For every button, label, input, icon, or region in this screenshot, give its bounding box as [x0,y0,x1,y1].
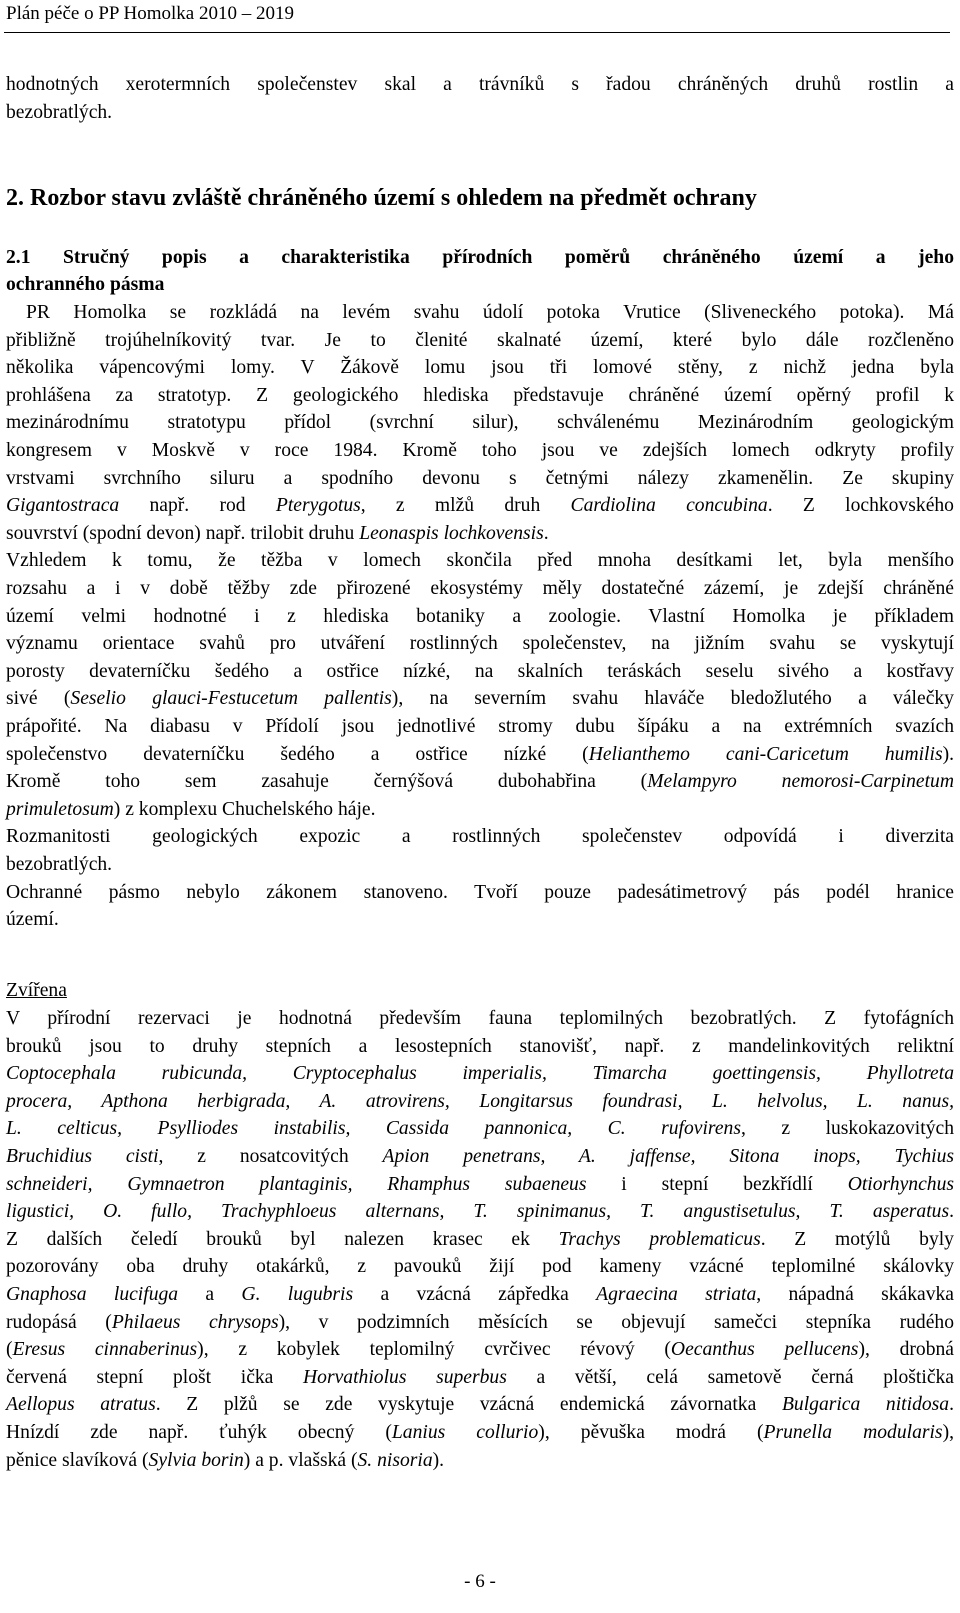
body-text-line: ligustici, O. fullo, Trachyphloeus alternans, T. spinimanus, T. angustisetulus, T. asperatus. [6,1201,954,1223]
body-text-line: prohlášena za stratotyp. Z geologického hlediska představuje chráněné území opěrný profil k [6,384,954,406]
body-text-line: porosty devaterníčku šedého a ostřice nízké, na skalních teráskách seselu sivého a kostřavy [6,660,954,682]
subsection-heading: 2.1 Stručný popis a charakteristika přírodních poměrů chráněného území a jeho [6,247,954,268]
body-text-line: vrstvami svrchního siluru a spodního devonu s četnými nálezy zkamenělin. Ze skupiny [6,467,954,489]
body-text-line: Coptocephala rubicunda, Cryptocephalus imperialis, Timarcha goettingensis, Phyllotreta [6,1063,954,1085]
body-text-line: V přírodní rezervaci je hodnotná především fauna teplomilných bezobratlých. Z fytofágních [6,1008,954,1029]
body-text-line: Aellopus atratus. Z plžů se zde vyskytuje vzácná endemická závornatka Bulgarica nitidosa. [6,1394,954,1416]
body-text-line: několika vápencovými lomy. V Žákově lomu jsou tři lomové stěny, z nichž jedna byla [6,357,954,379]
body-text-line: bezobratlých. [6,101,113,123]
body-text-line: L. celticus, Psylliodes instabilis, Cassida pannonica, C. rufovirens, z luskokazovitých [6,1118,954,1140]
body-text-line: významu orientace svahů pro utváření rostlinných společenstev, na jižním svahu se vyskytují [6,633,954,655]
body-text-line: primuletosum) z komplexu Chuchelského háje. [6,798,376,820]
body-text-line: mezinárodnímu stratotypu přídol (svrchní silur), schválenému Mezinárodním geologickým [6,412,954,434]
body-text-line: Gnaphosa lucifuga a G. lugubris a vzácná zápředka Agraecina striata, nápadná skákavka [6,1284,954,1305]
body-text-line: hodnotných xerotermních společenstev skal a trávníků s řadou chráněných druhů rostlin a [6,74,954,95]
body-text-line: společenstvo devaterníčku šedého a ostřice nízké (Helianthemo cani-Caricetum humilis). [6,743,955,765]
page-number: - 6 - [464,1571,496,1592]
body-text-line: brouků jsou to druhy stepních a lesostepních stanovišť, např. z mandelinkovitých reliktní [6,1035,954,1057]
body-text-line: rudopásá (Philaeus chrysops), v podzimních měsících se objevují samečci stepníka rudého [6,1311,954,1333]
header-rule [4,32,950,33]
subsection-heading: ochranného pásma [6,274,165,295]
body-text-line: bezobratlých. [6,854,113,875]
body-text-line: Rozmanitosti geologických expozic a rostlinných společenstev odpovídá i diverzita [6,826,954,848]
body-text-line: (Eresus cinnaberinus), z kobylek teplomilný cvrčivec révový (Oecanthus pellucens), drobná [6,1339,954,1361]
body-text-line: Ochranné pásmo nebylo zákonem stanoveno. Tvoří pouze padesátimetrový pás podél hranice [6,881,954,903]
body-text-line: Vzhledem k tomu, že těžba v lomech skončila před mnoha desítkami let, byla menšího [6,550,954,572]
running-header: Plán péče o PP Homolka 2010 – 2019 [6,3,294,24]
body-text-line: červená stepní plošt ička Horvathiolus superbus a větší, celá sametově černá ploštička [6,1366,955,1388]
section-heading: 2. Rozbor stavu zvláště chráněného území s ohledem na předmět ochrany [6,185,757,211]
body-text-line: sivé (Seselio glauci-Festucetum pallentis), na severním svahu hlaváče bledožlutého a válečky [6,688,954,710]
body-text-line: pěnice slavíková (Sylvia borin) a p. vlašská (S. nisoria). [6,1449,445,1471]
body-text-line: schneideri, Gymnaetron plantaginis, Rhamphus subaeneus i stepní bezkřídlí Otiorhynchus [6,1173,954,1195]
body-text-line: Gigantostraca např. rod Pterygotus, z mlžů druh Cardiolina concubina. Z lochkovského [6,495,954,517]
body-text-line: území velmi hodnotné i z hlediska botaniky a zoologie. Vlastní Homolka je příkladem [6,605,954,627]
fauna-heading: Zvířena [6,980,67,1001]
body-text-line: Hnízdí zde např. ťuhýk obecný (Lanius collurio), pěvuška modrá (Prunella modularis), [6,1422,954,1443]
body-text-line: souvrství (spodní devon) např. trilobit druhu Leonaspis lochkovensis. [6,522,549,544]
body-text-line: přibližně trojúhelníkovitý tvar. Je to členité skalnaté území, které bylo dále rozčleněno [6,329,954,351]
body-text-line: rozsahu a i v době těžby zde přirozené ekosystémy měly dostatečné zázemí, je zdejší chráněné [6,578,954,599]
body-text-line: území. [6,909,59,931]
body-text-line: procera, Apthona herbigrada, A. atrovirens, Longitarsus foundrasi, L. helvolus, L. nanus, [6,1090,954,1112]
body-text-line: Z dalších čeledí brouků byl nalezen krasec ek Trachys problematicus. Z motýlů byly [6,1228,954,1250]
body-text-line: kongresem v Moskvě v roce 1984. Kromě toho jsou ve zdejších lomech odkryty profily [6,440,954,461]
body-text-line: Bruchidius cisti, z nosatcovitých Apion penetrans, A. jaffense, Sitona inops, Tychius [6,1146,955,1167]
body-text-line: Kromě toho sem zasahuje černýšová dubohabřina (Melampyro nemorosi-Carpinetum [6,771,954,793]
body-text-line: pozorovány oba druhy otakárků, z pavouků žijí pod kameny vzácné teplomilné skálovky [6,1256,954,1278]
body-text-line: PR Homolka se rozkládá na levém svahu údolí potoka Vrutice (Sliveneckého potoka). Má [26,302,954,323]
body-text-line: prápořité. Na diabasu v Přídolí jsou jednotlivé stromy dubu šípáku a na extrémních svazích [6,716,954,737]
